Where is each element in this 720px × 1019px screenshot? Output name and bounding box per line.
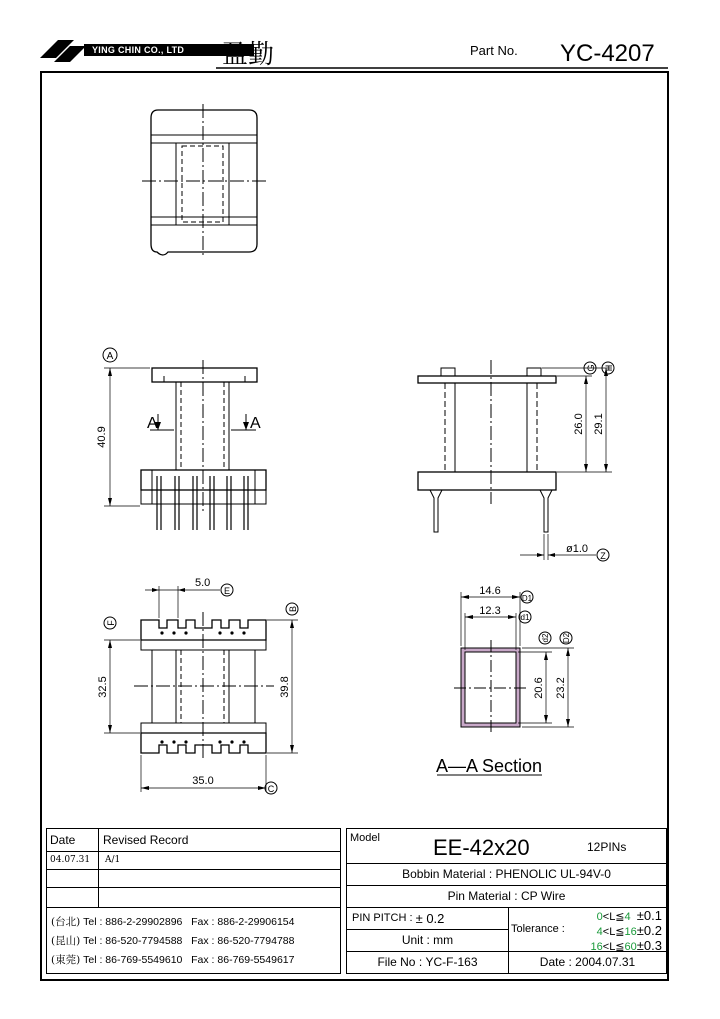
front-view [103,348,266,530]
label-g: G [586,364,596,372]
pin-pitch: PIN PITCH : ± 0.2 [352,910,445,926]
part-no: YC-4207 [560,40,655,67]
dim-35-0: 35.0 [192,775,214,787]
dim-5-0: 5.0 [195,577,211,589]
label-z: Z [600,551,606,561]
label-f: F [106,620,116,626]
drawing-date: Date : 2004.07.31 [539,955,636,969]
record-entry-3 [99,887,340,907]
pin-count: 12PINs [587,840,627,854]
company-name-en: YING CHIN CO., LTD [92,45,185,55]
side-view [418,360,614,561]
section-view [437,591,574,775]
label-b: B [288,605,298,613]
tolerance-values: 0<L≦4 ±0.1 4<L≦16±0.2 16<L≦60±0.3 [590,908,662,953]
contact-list [51,913,294,970]
dim-pin-diameter: ø1.0 [566,543,589,555]
record-date-2 [47,869,99,887]
dim-14-6: 14.6 [479,585,501,597]
label-c: C [267,784,275,794]
date-header: Date [47,829,99,851]
dim-26-0: 26.0 [573,413,585,435]
label-d2-upper: D2 [562,632,571,644]
file-no: File No : YC-F-163 [377,955,478,969]
label-e: E [223,586,231,596]
label-d1-lower: d1 [520,613,530,622]
record-entry-1: A/1 [105,855,121,865]
spec-table [346,828,667,974]
label-d1-upper: D1 [521,594,533,603]
tolerance-label: Tolerance : [511,923,565,935]
pin-material: Pin Material : CP Wire [447,889,566,903]
revision-record-table [46,828,341,974]
dim-20-6: 20.6 [533,677,545,699]
model-value: EE-42x20 [433,835,530,860]
contact-taipei: (台北) Tel : 886-2-29902896 Fax : 886-2-29906154 [51,916,295,928]
dim-32-5: 32.5 [97,676,109,698]
record-header: Revised Record [103,833,189,847]
dim-40-9: 40.9 [96,426,108,448]
bobbin-material: Bobbin Material : PHENOLIC UL-94V-0 [402,867,611,881]
section-arrow-a-left: A [147,415,158,432]
contact-dongguan: (東莞) Tel : 86-769-5549610 Fax : 86-769-5549617 [51,954,295,966]
dim-39-8: 39.8 [279,676,291,698]
dim-12-3: 12.3 [479,605,501,617]
label-h: H [604,364,614,372]
top-view [142,104,266,258]
part-no-label: Part No. [470,43,518,58]
model-label: Model [350,832,380,844]
unit: Unit : mm [401,933,454,947]
dim-29-1: 29.1 [593,413,605,435]
bottom-view [104,584,298,794]
company-name-cn: 盈勤 [222,40,275,70]
contact-kunshan: (昆山) Tel : 86-520-7794588 Fax : 86-520-7794788 [51,935,295,947]
section-title: A—A Section [435,756,543,776]
label-d2-lower: d2 [541,633,550,643]
record-entry-2 [99,869,340,887]
record-date-1: 04.07.31 [47,851,99,869]
section-arrow-a-right: A [250,415,261,432]
record-date-3 [47,887,99,907]
tolerance-block [509,907,666,952]
dim-23-2: 23.2 [555,677,567,699]
label-a: A [106,351,114,362]
